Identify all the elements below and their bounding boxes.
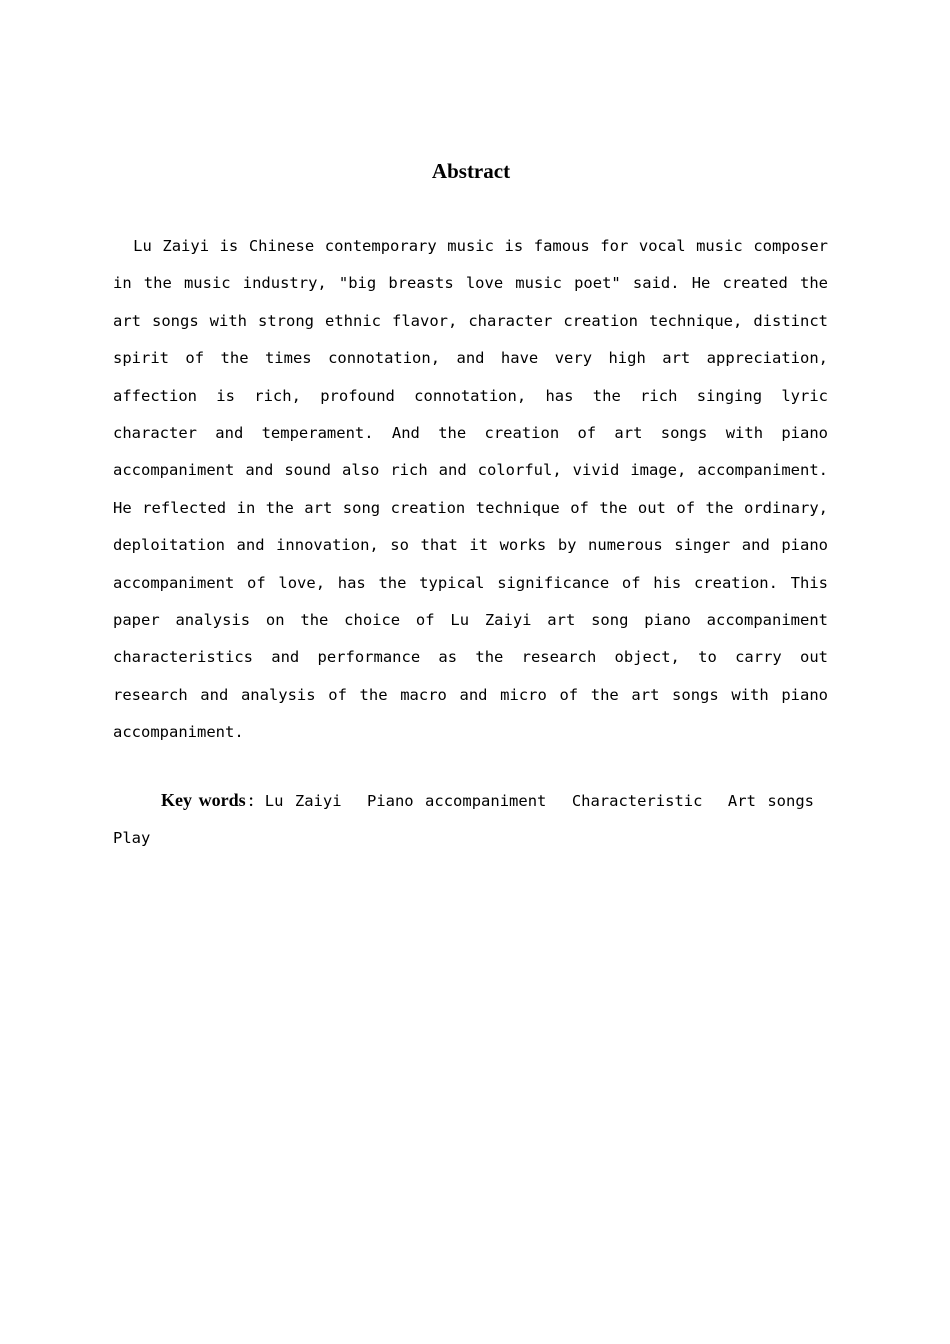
keywords-label: Key words (161, 790, 246, 810)
keyword-item: Lu Zaiyi (264, 792, 342, 810)
keyword-item: Play (113, 829, 151, 848)
abstract-body: Lu Zaiyi is Chinese contemporary music is famous for vocal music composer in the music industry, "big breasts love music poet" said. He created the art songs with strong ethnic flavor, character creation technique, distinct spirit of the times connotation, and have very high art appreciation, affection is rich, profound connotation, has the rich singing lyric character and temperament. And the creation of art songs with piano accompaniment and sound also rich and colorful, vivid image, accompaniment. He reflected in the art song creation technique of the out of the ordinary, deploitation and innovation, so that it works by numerous singer and piano accompaniment of love, has the typical significance of his creation. This paper analysis on the choice of Lu Zaiyi art song piano accompaniment characteristics and performance as the research object, to carry out research and analysis of the macro and micro of the art songs with piano accompaniment. (113, 237, 828, 742)
keywords-line (113, 782, 828, 858)
keywords-separator: ： (245, 792, 265, 810)
abstract-title: Abstract (431, 159, 511, 183)
keyword-item: Characteristic (571, 792, 703, 810)
keyword-item: Art songs (727, 792, 814, 810)
keyword-item: Piano accompaniment (366, 792, 547, 810)
